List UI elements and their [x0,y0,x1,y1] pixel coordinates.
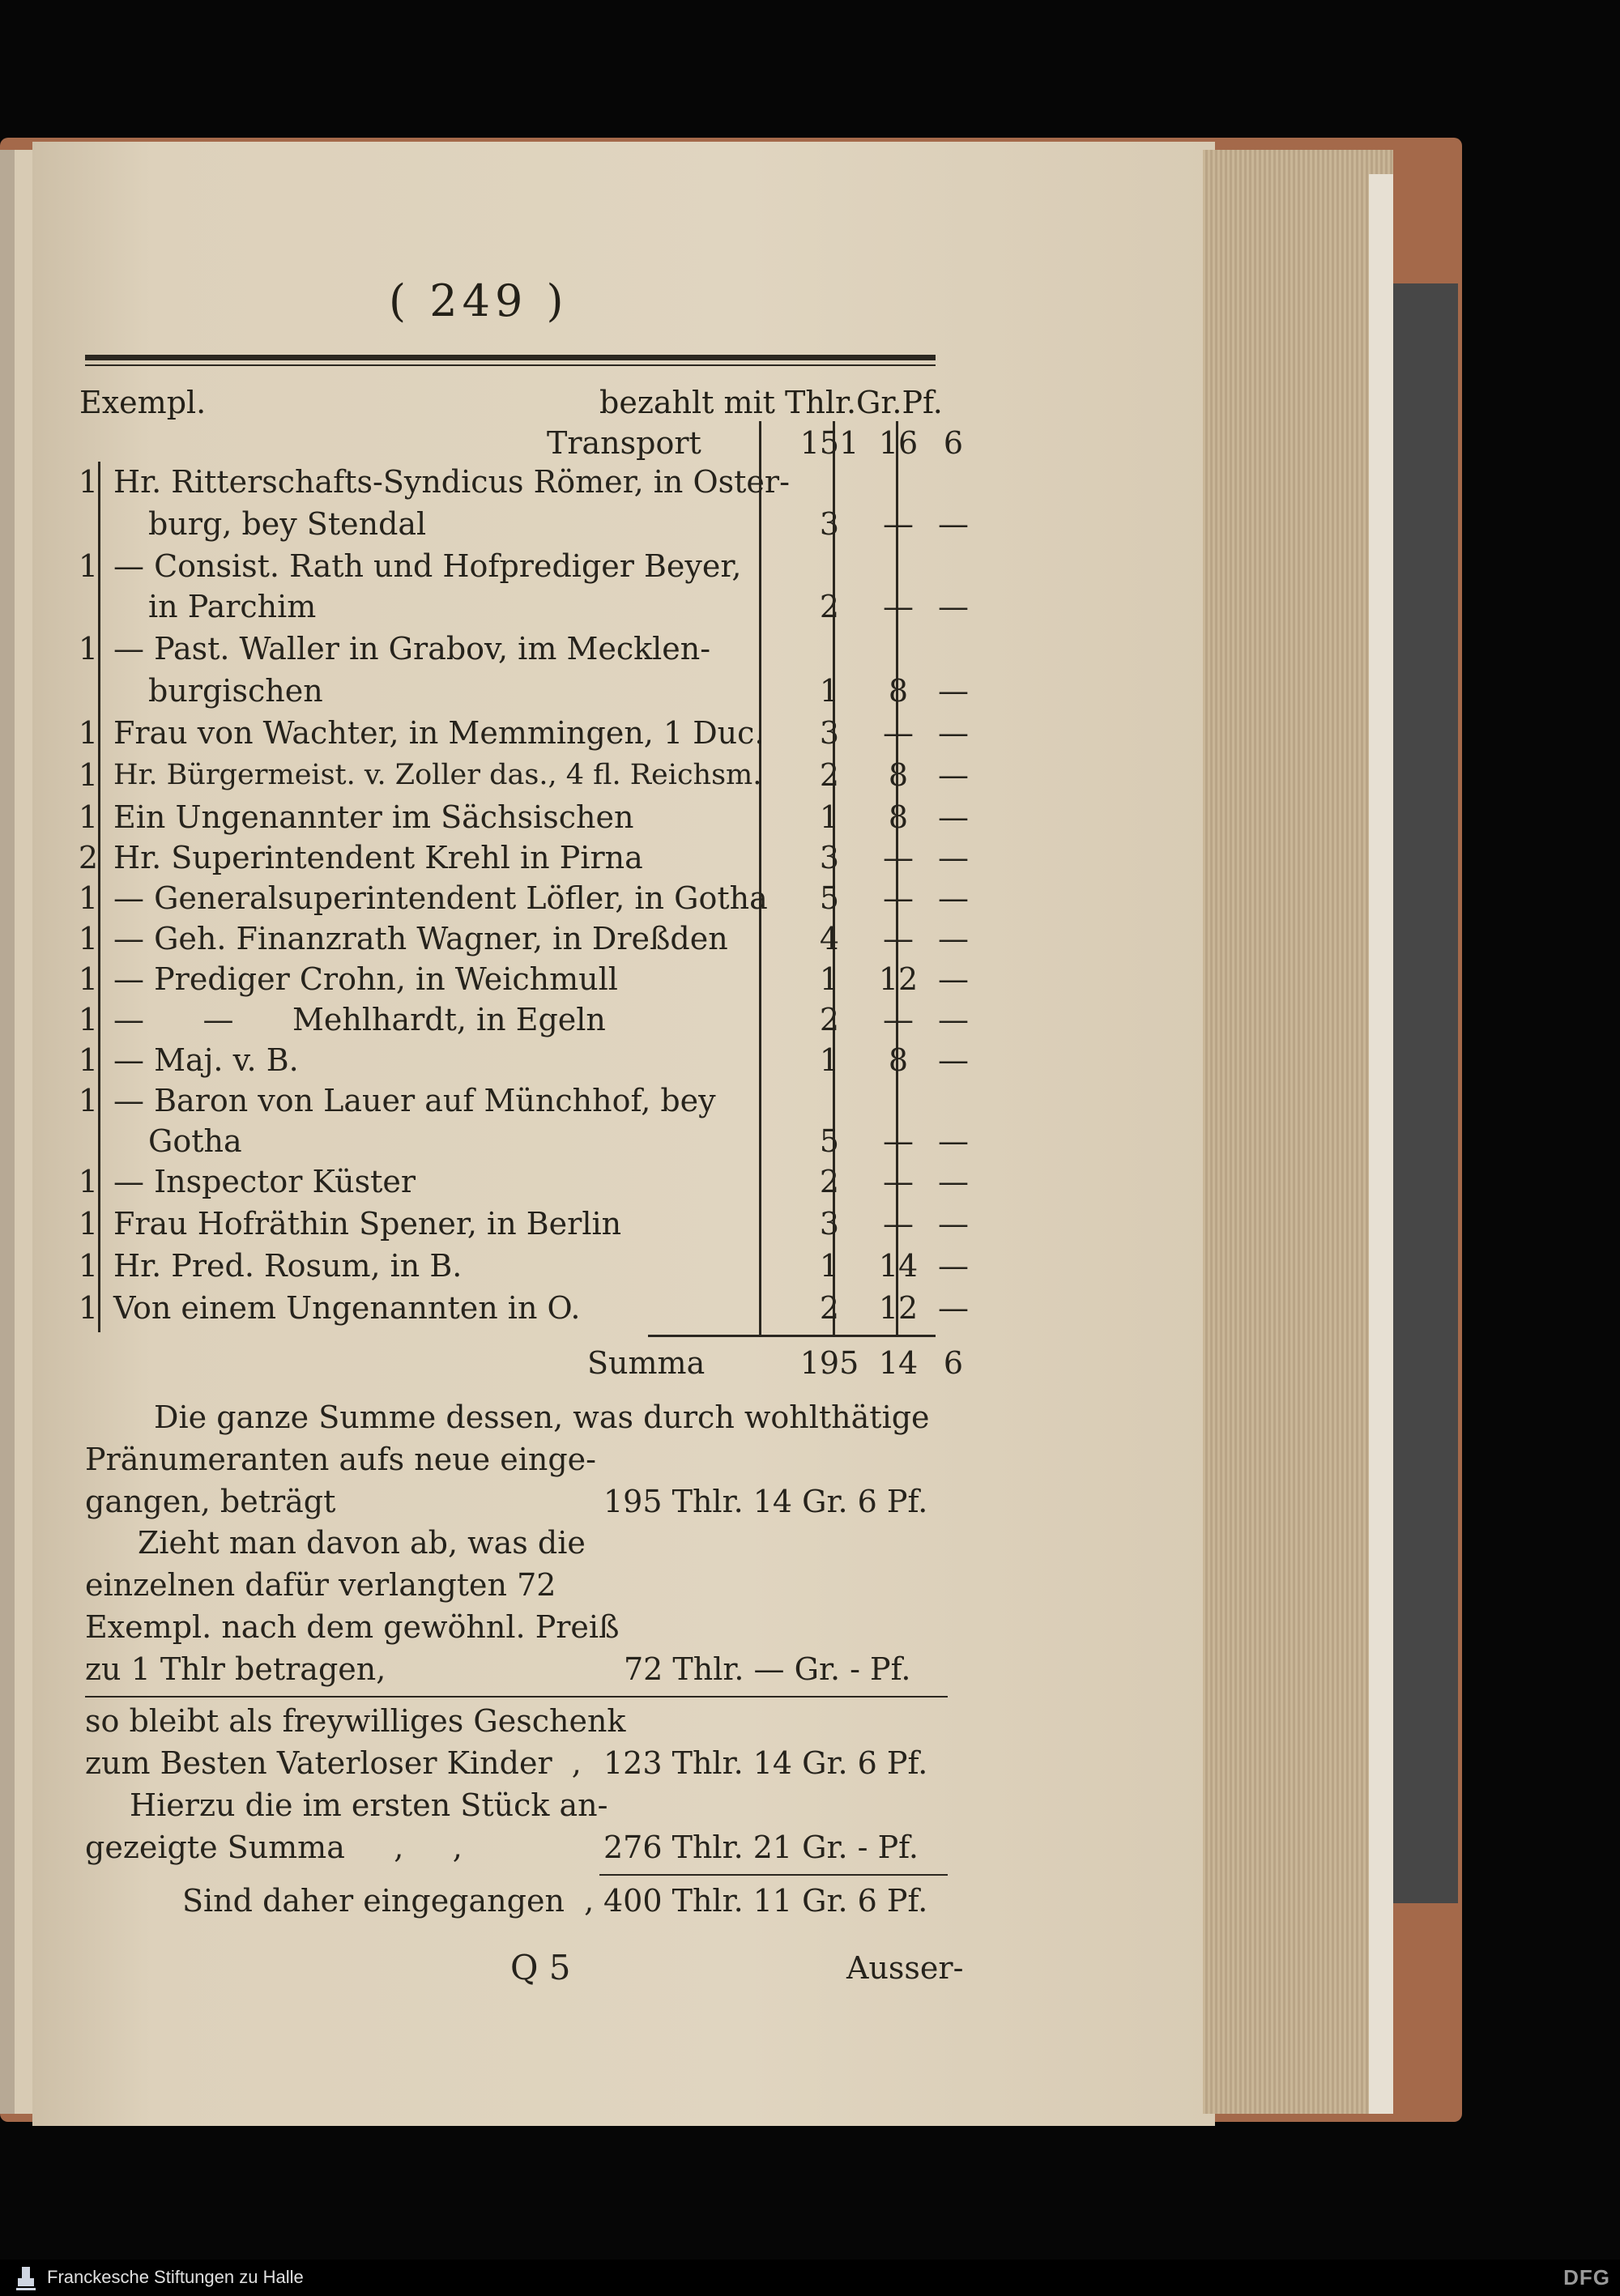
row-pf: — [938,673,969,709]
paragraph-line: Die ganze Summe dessen, was durch wohlthätige [154,1399,930,1435]
paragraph-line: gangen, beträgt [85,1484,336,1519]
transport-row [77,423,964,463]
paragraph-line: Pränumeranten aufs neue einge- [85,1442,597,1477]
row-count: 1 [78,1002,99,1037]
summa-label: Summa [587,1345,706,1381]
column-header-amounts: bezahlt mit Thlr.Gr.Pf. [599,385,943,420]
row-name: — Inspector Küster [113,1164,416,1199]
row-name: Hr. Pred. Rosum, in B. [113,1248,463,1284]
row-pf: — [938,1164,969,1199]
table-row [77,959,969,999]
amount-deducted: 72 Thlr. — Gr. - Pf. [624,1651,911,1687]
table-row [77,628,944,669]
row-name: — Maj. v. B. [113,1042,299,1078]
row-name: — — Mehlhardt, in Egeln [113,1002,606,1037]
row-gr: 8 [888,673,909,709]
row-count: 1 [78,1290,99,1326]
row-name-cont: Gotha [148,1123,242,1159]
table-row [77,1203,969,1244]
header-rule [85,355,936,360]
row-thlr: 5 [819,1123,840,1159]
row-name: Hr. Superintendent Krehl in Pirna [113,840,643,875]
catchword: Ausser- [846,1950,964,1986]
amount-previous: 276 Thlr. 21 Gr. - Pf. [603,1830,919,1865]
row-count: 1 [78,799,99,835]
row-thlr: 2 [819,1164,840,1199]
row-gr: 12 [878,961,919,997]
table-row [77,1040,969,1080]
row-name: — Consist. Rath und Hofprediger Beyer, [113,548,742,584]
row-name-cont: burg, bey Stendal [148,506,427,542]
row-count: 1 [78,1206,99,1242]
row-thlr: 1 [819,1248,840,1284]
table-row [77,1161,969,1202]
row-gr: — [883,1123,914,1159]
signature-mark: Q 5 [510,1948,571,1987]
row-gr: — [883,1164,914,1199]
row-gr: 8 [888,1042,909,1078]
grand-total-rule [599,1874,948,1876]
row-pf: — [938,1123,969,1159]
row-gr: — [883,921,914,956]
row-pf: — [938,799,969,835]
row-pf: — [938,921,969,956]
table-row-continuation [77,504,969,544]
row-thlr: 3 [819,715,840,751]
summa-pf: 6 [943,1345,964,1381]
paragraph-line: zum Besten Vaterloser Kinder , [85,1745,582,1781]
table-row [77,878,969,918]
row-gr: — [883,1206,914,1242]
table-row [77,1246,969,1286]
paragraph-line: Exempl. nach dem gewöhnl. Preiß [85,1609,620,1645]
row-name: Von einem Ungenannten in O. [113,1290,581,1326]
institution-logo-icon [11,2264,40,2293]
row-thlr: 3 [819,1206,840,1242]
row-count: 1 [78,715,99,751]
row-pf: — [938,1290,969,1326]
row-thlr: 3 [819,506,840,542]
amount-grand-total: 400 Thlr. 11 Gr. 6 Pf. [603,1883,928,1919]
row-thlr: 2 [819,589,840,624]
row-gr: 8 [888,757,909,793]
transport-label: Transport [547,425,701,461]
table-row [77,462,944,502]
row-gr: — [883,589,914,624]
transport-thlr: 151 [799,425,859,461]
row-pf: — [938,757,969,793]
table-row-continuation [77,1121,969,1161]
row-name: Hr. Bürgermeist. v. Zoller das., 4 fl. Reichsm. [113,759,762,791]
column-header-exempl: Exempl. [79,385,207,420]
row-gr: — [883,506,914,542]
row-pf: — [938,589,969,624]
row-name: — Geh. Finanzrath Wagner, in Dreßden [113,921,728,956]
paragraph-line: zu 1 Thlr betragen, [85,1651,386,1687]
paragraph-line: Zieht man davon ab, was die [138,1525,586,1561]
row-count: 1 [78,1164,99,1199]
summa-rule [648,1335,936,1337]
row-name: — Baron von Lauer auf Münchhof, bey [113,1083,716,1118]
summa-thlr: 195 [799,1345,859,1381]
row-pf: — [938,880,969,916]
row-count: 1 [78,631,99,667]
table-row [77,1288,969,1328]
table-row [77,918,969,959]
row-pf: — [938,840,969,875]
dfg-badge: DFG [1563,2265,1610,2290]
paragraph-line: einzelnen dafür verlangten 72 [85,1567,556,1603]
row-name: — Past. Waller in Grabov, im Mecklen- [113,631,711,667]
table-row [77,837,969,878]
row-name: Frau Hofräthin Spener, in Berlin [113,1206,622,1242]
row-count: 1 [78,880,99,916]
row-gr: 14 [878,1248,919,1284]
page-number: ( 249 ) [389,275,569,326]
paragraph-line: gezeigte Summa , , [85,1830,463,1865]
row-thlr: 1 [819,1042,840,1078]
row-gr: — [883,880,914,916]
row-count: 1 [78,961,99,997]
footer-institution: Franckesche Stiftungen zu Halle [47,2267,304,2287]
row-name: Hr. Ritterschafts-Syndicus Römer, in Oster- [113,464,790,500]
row-pf: — [938,506,969,542]
subtotal-rule [85,1696,948,1698]
row-thlr: 2 [819,757,840,793]
row-thlr: 1 [819,799,840,835]
row-thlr: 1 [819,961,840,997]
row-thlr: 3 [819,840,840,875]
left-page-gutter [0,150,15,2114]
row-count: 1 [78,757,99,793]
row-pf: — [938,1042,969,1078]
amount-total-received: 195 Thlr. 14 Gr. 6 Pf. [603,1484,928,1519]
row-name: — Prediger Crohn, in Weichmull [113,961,618,997]
row-pf: — [938,1002,969,1037]
table-row [77,546,944,586]
table-row [77,713,969,753]
row-pf: — [938,961,969,997]
row-pf: — [938,1248,969,1284]
row-count: 1 [78,1083,99,1118]
row-count: 2 [78,840,99,875]
row-thlr: 4 [819,921,840,956]
table-row [77,999,969,1040]
row-count: 1 [78,1042,99,1078]
table-row-continuation [77,671,969,711]
row-gr: 12 [878,1290,919,1326]
row-name: Ein Ungenannter im Sächsischen [113,799,634,835]
row-pf: — [938,715,969,751]
table-row [77,797,969,837]
row-count: 1 [78,921,99,956]
row-name-cont: in Parchim [148,589,317,624]
row-pf: — [938,1206,969,1242]
header-rule-thin [85,364,936,366]
row-count: 1 [78,548,99,584]
row-thlr: 2 [819,1290,840,1326]
transport-pf: 6 [943,425,964,461]
row-count: 1 [78,1248,99,1284]
row-gr: — [883,1002,914,1037]
row-gr: 8 [888,799,909,835]
page-fore-edge-highlight [1369,174,1393,2114]
table-row [77,1080,944,1121]
paragraph-line: Hierzu die im ersten Stück an- [130,1787,608,1823]
row-thlr: 2 [819,1002,840,1037]
table-row-continuation [77,586,969,627]
page-fore-edge [1203,150,1393,2114]
row-name: Frau von Wachter, in Memmingen, 1 Duc. [113,715,765,751]
row-name: — Generalsuperintendent Löfler, in Gotha [113,880,768,916]
row-name-cont: burgischen [148,673,323,709]
row-thlr: 1 [819,673,840,709]
paragraph-line: so bleibt als freywilliges Geschenk [85,1703,626,1739]
summa-gr: 14 [878,1345,919,1381]
amount-gift: 123 Thlr. 14 Gr. 6 Pf. [603,1745,928,1781]
row-count: 1 [78,464,99,500]
row-gr: — [883,840,914,875]
transport-gr: 16 [878,425,919,461]
paragraph-line: Sind daher eingegangen , [182,1883,595,1919]
summa-row [77,1343,964,1383]
table-row [77,755,969,795]
row-thlr: 5 [819,880,840,916]
row-gr: — [883,715,914,751]
